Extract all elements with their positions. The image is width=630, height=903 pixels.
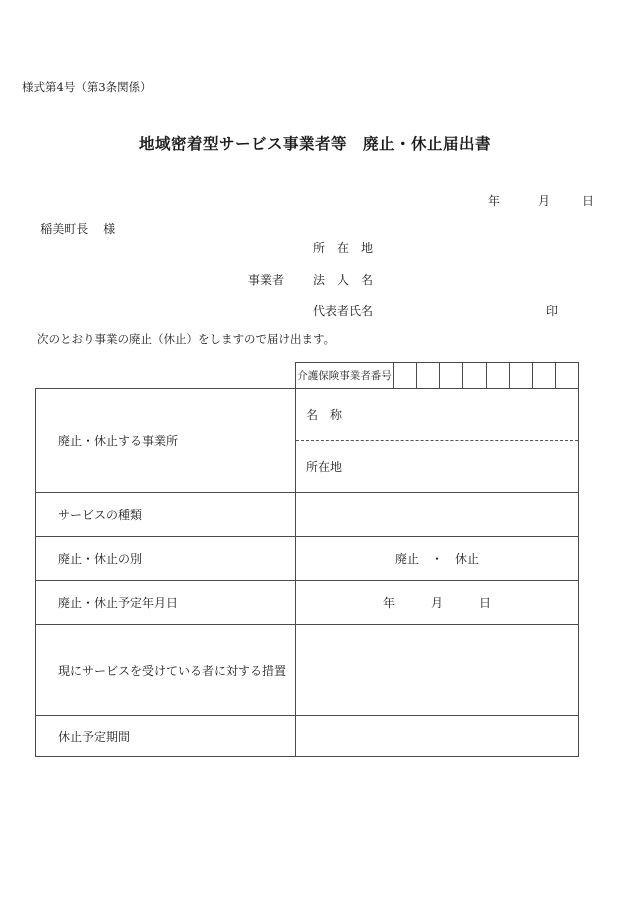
operator-address-label: 所 在 地 <box>313 241 374 255</box>
row-value-office <box>296 389 578 492</box>
row-label-office: 廃止・休止する事業所 <box>36 389 296 492</box>
row-value-abolition-or-suspension: 廃止 ・ 休止 <box>394 552 479 566</box>
row-label-service-type: サービスの種類 <box>36 493 296 536</box>
table-row-scheduled-date <box>36 581 578 625</box>
insurer-number-box <box>533 363 556 388</box>
business-operator-label: 事業者 <box>248 273 285 287</box>
table-row-office <box>36 389 578 493</box>
table-row-service-type <box>36 493 578 537</box>
row-label-scheduled-date: 廃止・休止予定年月日 <box>36 581 296 624</box>
insurer-number-box <box>510 363 533 388</box>
insurer-number-box <box>417 363 440 388</box>
insurer-number-box <box>556 363 578 388</box>
row-value-service-type <box>296 493 578 536</box>
row-value-suspension-period <box>296 716 578 756</box>
addressee <box>25 206 115 251</box>
seal-mark: 印 <box>546 304 559 318</box>
table-row-abolition-or-suspension <box>36 537 578 581</box>
insurer-number-box <box>394 363 417 388</box>
addressee-name: 稲美町長 <box>40 222 89 236</box>
insurer-number-label: 介護保険事業者番号 <box>296 363 394 388</box>
row-label-measures-for-users: 現にサービスを受けている者に対する措置 <box>36 625 296 715</box>
table-row-suspension-period <box>36 716 578 756</box>
declaration-text: 次のとおり事業の廃止（休止）をしますので届け出ます。 <box>37 332 336 346</box>
form-number: 様式第4号（第3条関係） <box>22 80 152 94</box>
insurer-number-row <box>295 362 579 389</box>
main-table <box>35 388 579 757</box>
representative-name-label: 代表者氏名 <box>313 304 374 318</box>
date-month-label: 月 <box>538 194 551 208</box>
insurer-number-box <box>463 363 486 388</box>
insurer-number-box <box>487 363 510 388</box>
date-year-label: 年 <box>488 194 501 208</box>
insurer-number-box <box>440 363 463 388</box>
office-address-label: 所在地 <box>306 459 343 474</box>
corporate-name-label: 法 人 名 <box>313 273 374 287</box>
table-row-measures-for-users <box>36 625 578 716</box>
page-title: 地域密着型サービス事業者等 廃止・休止届出書 <box>138 134 491 153</box>
date-day-label: 日 <box>582 194 595 208</box>
addressee-honorific: 様 <box>103 222 116 236</box>
row-label-suspension-period: 休止予定期間 <box>36 716 296 756</box>
insurer-number-boxes <box>394 363 578 388</box>
row-value-measures-for-users <box>296 625 578 715</box>
row-value-scheduled-date: 年 月 日 <box>382 596 491 610</box>
row-label-abolition-or-suspension: 廃止・休止の別 <box>36 537 296 580</box>
office-name-label: 名 称 <box>296 389 578 441</box>
